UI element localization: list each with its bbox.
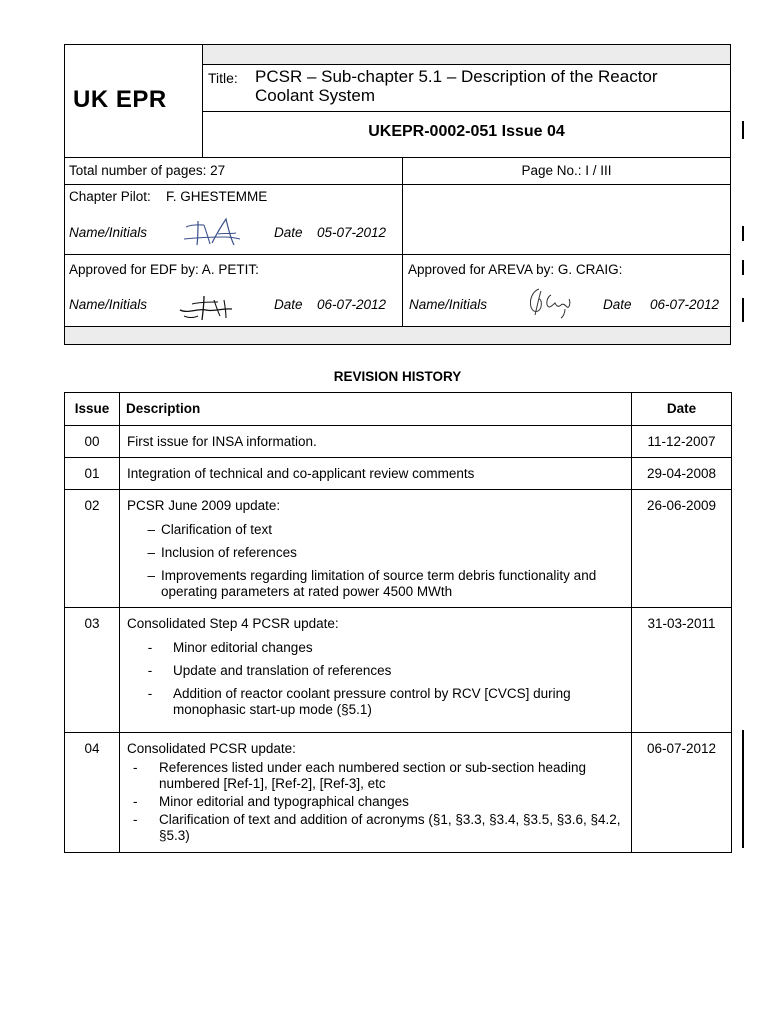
list-item: References listed under each numbered section or sub-section heading numbered [Ref-1], [Ref-2], [Ref-3], etc [159, 759, 587, 791]
description-text: First issue for INSA information. [127, 434, 317, 449]
areva-approval-label: Approved for AREVA by: G. CRAIG: [408, 262, 623, 277]
list-item: Minor editorial and typographical changes [159, 793, 409, 809]
edf-name-initials-label: Name/Initials [69, 297, 148, 312]
change-bar [742, 730, 744, 848]
list-item: Addition of reactor coolant pressure control by RCV [CVCS] during monophasic start-up mode (§5.1) [173, 685, 571, 718]
revision-history-heading: REVISION HISTORY [333, 369, 462, 384]
date-cell: 06-07-2012 [632, 733, 732, 853]
description-cell [120, 426, 632, 458]
document-number: UKEPR-0002-051 Issue 04 [368, 123, 565, 140]
edf-date-label: Date [274, 297, 303, 312]
title-label: Title: [208, 70, 238, 86]
description-text: Consolidated PCSR update: [127, 741, 296, 757]
date-cell: 31-03-2011 [632, 608, 732, 733]
table-row [65, 426, 732, 458]
list-item: Clarification of text and addition of acronyms (§1, §3.3, §3.4, §3.5, §3.6, §4.2, §5.3) [159, 812, 621, 844]
title-line-1: PCSR – Sub-chapter 5.1 – Description of the Reactor [255, 67, 658, 86]
edf-signature [178, 290, 236, 322]
date-cell: 29-04-2008 [632, 458, 732, 490]
column-header-issue: Issue [65, 393, 120, 426]
date-cell: 26-06-2009 [632, 490, 732, 608]
description-text: PCSR June 2009 update: [127, 498, 281, 514]
chapter-pilot-label: Chapter Pilot: [69, 189, 151, 204]
logo-uk-epr: UK EPR [73, 86, 167, 113]
description-cell [120, 458, 632, 490]
issue-cell: 00 [65, 426, 120, 458]
list-item: Improvements regarding limitation of source term debris functionality and operating parameters at rated power 4500 MWth [161, 567, 597, 600]
edf-date: 06-07-2012 [317, 297, 387, 312]
revision-history-table [64, 392, 732, 853]
title-line-2: Coolant System [255, 86, 375, 105]
list-item: Minor editorial changes [173, 639, 313, 655]
list-item: Clarification of text [161, 521, 273, 537]
table-header-row [65, 393, 732, 426]
list-item: Update and translation of references [173, 662, 392, 678]
table-row [65, 458, 732, 490]
column-header-date: Date [632, 393, 732, 426]
issue-cell: 03 [65, 608, 120, 733]
pilot-date-label: Date [274, 225, 303, 240]
description-text: Consolidated Step 4 PCSR update: [127, 616, 339, 632]
table-row [65, 490, 732, 608]
pilot-date: 05-07-2012 [317, 225, 387, 240]
description-cell: PCSR June 2009 update: – Clarification of text – Inclusion of references – Improvements regarding limitation of source term debris functionality and operating parameters at rated power 4500 MWth [120, 490, 632, 608]
table-row [65, 733, 732, 853]
description-text: Integration of technical and co-applicant review comments [127, 466, 475, 482]
pilot-signature [180, 215, 242, 249]
edf-approval-label: Approved for EDF by: A. PETIT: [69, 262, 259, 277]
areva-name-initials-label: Name/Initials [409, 297, 488, 312]
change-bar [742, 260, 744, 275]
issue-cell: 04 [65, 733, 120, 853]
issue-cell: 02 [65, 490, 120, 608]
description-cell: Consolidated PCSR update: - References listed under each numbered section or sub-section heading numbered [Ref-1], [Ref-2], [Ref-3], etc - Minor editorial and typographical changes - Clarification of text and addition of acronyms (§1, §3.3, §3.4, §3.5, §3.6, §4.2, §5.3) [120, 733, 632, 853]
chapter-pilot-name: F. GHESTEMME [166, 189, 268, 204]
pilot-name-initials-label: Name/Initials [69, 225, 148, 240]
areva-date: 06-07-2012 [650, 297, 720, 312]
total-pages: Total number of pages: 27 [69, 163, 226, 178]
date-cell: 11-12-2007 [632, 426, 732, 458]
change-bar [742, 121, 744, 139]
list-item: Inclusion of references [161, 544, 297, 560]
description-cell: Consolidated Step 4 PCSR update: - Minor editorial changes - Update and translation of references - Addition of reactor coolant pressure control by RCV [CVCS] during monophasic start-up mode (§5.1) [120, 608, 632, 733]
issue-cell: 01 [65, 458, 120, 490]
column-header-description: Description [120, 393, 632, 426]
page-number: Page No.: I / III [521, 163, 612, 178]
table-row [65, 608, 732, 733]
change-bar [742, 226, 744, 241]
change-bar [742, 298, 744, 322]
areva-date-label: Date [603, 297, 632, 312]
areva-signature [525, 285, 575, 321]
